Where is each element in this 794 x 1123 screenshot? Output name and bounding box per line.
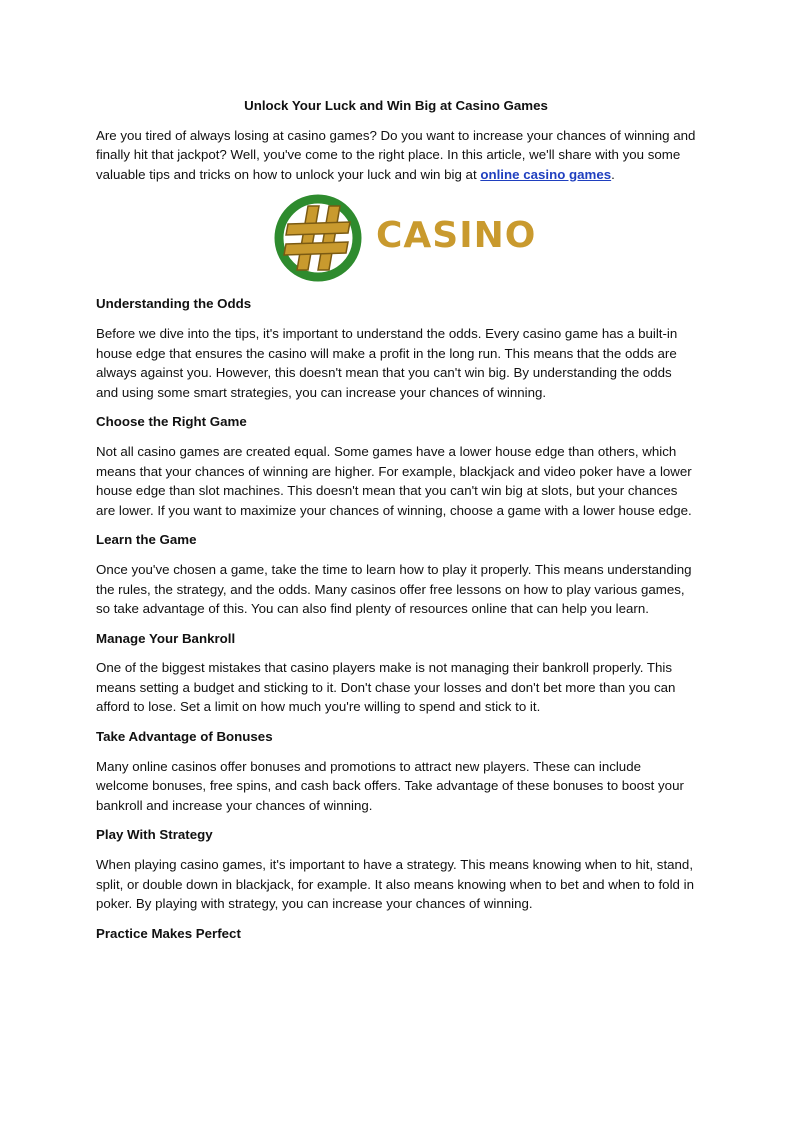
intro-paragraph bbox=[96, 126, 696, 185]
casino-logo bbox=[274, 194, 537, 282]
section-heading: Understanding the Odds bbox=[96, 296, 252, 312]
document-title: Unlock Your Luck and Win Big at Casino Games bbox=[244, 98, 548, 113]
section-body: Not all casino games are created equal. Some games have a lower house edge than others, which means that your chances of winning are higher. For example, blackjack and video poker have a lower house edge than slot machines. This doesn't mean that you can't win big at slots, but your chances are lower. If you want to maximize your chances of winning, choose a game with a lower house edge. bbox=[96, 443, 692, 518]
section-heading: Manage Your Bankroll bbox=[96, 630, 236, 646]
section-heading: Choose the Right Game bbox=[96, 414, 247, 430]
section-heading: Take Advantage of Bonuses bbox=[96, 729, 273, 745]
section-body: Many online casinos offer bonuses and promotions to attract new players. These can include welcome bonuses, free spins, and cash back offers. Take advantage of these bonuses to boost your bankroll and increase your chances of winning. bbox=[96, 758, 684, 813]
section-body: Once you've chosen a game, take the time to learn how to play it properly. This means understanding the rules, the strategy, and the odds. Many casinos offer free lessons on how to play various games, so take advantage of this. You can also find plenty of resources online that can help you learn. bbox=[96, 561, 692, 617]
section-body: Before we dive into the tips, it's important to understand the odds. Every casino game has a built-in house edge that ensures the casino will make a profit in the long run. This means that the odds are always against you. However, this doesn't mean that you can't win big. By understanding the odds and using some smart strategies, you can increase your chances of winning. bbox=[96, 325, 678, 400]
section-heading: Learn the Game bbox=[96, 532, 197, 548]
section-heading: Practice Makes Perfect bbox=[96, 925, 241, 941]
section-heading: Play With Strategy bbox=[96, 827, 213, 843]
intro-text: Are you tired of always losing at casino games? Do you want to increase your chances of winning and finally hit that jackpot? Well, you've come to the right place. In this article, we'll share with you some valuable tips and tricks on how to unlock your luck and win big at bbox=[96, 127, 696, 182]
casino-logo-text: CASINO bbox=[376, 215, 537, 257]
document-page bbox=[96, 96, 696, 953]
section-body: When playing casino games, it's important to have a strategy. This means knowing when to hit, stand, split, or double down in blackjack, for example. It also means knowing when to bet and when to fold in poker. By playing with strategy, you can increase your chances of winning. bbox=[96, 857, 694, 912]
hash-emblem-icon bbox=[274, 194, 362, 282]
online-casino-games-link[interactable]: online casino games bbox=[480, 166, 612, 182]
casino-logo-area bbox=[96, 194, 696, 282]
section-body: One of the biggest mistakes that casino players make is not managing their bankroll properly. This means setting a budget and sticking to it. Don't chase your losses and don't bet more than you can afford to lose. Set a limit on how much you're willing to spend and stick to it. bbox=[96, 660, 676, 715]
intro-text-end: . bbox=[611, 166, 615, 182]
